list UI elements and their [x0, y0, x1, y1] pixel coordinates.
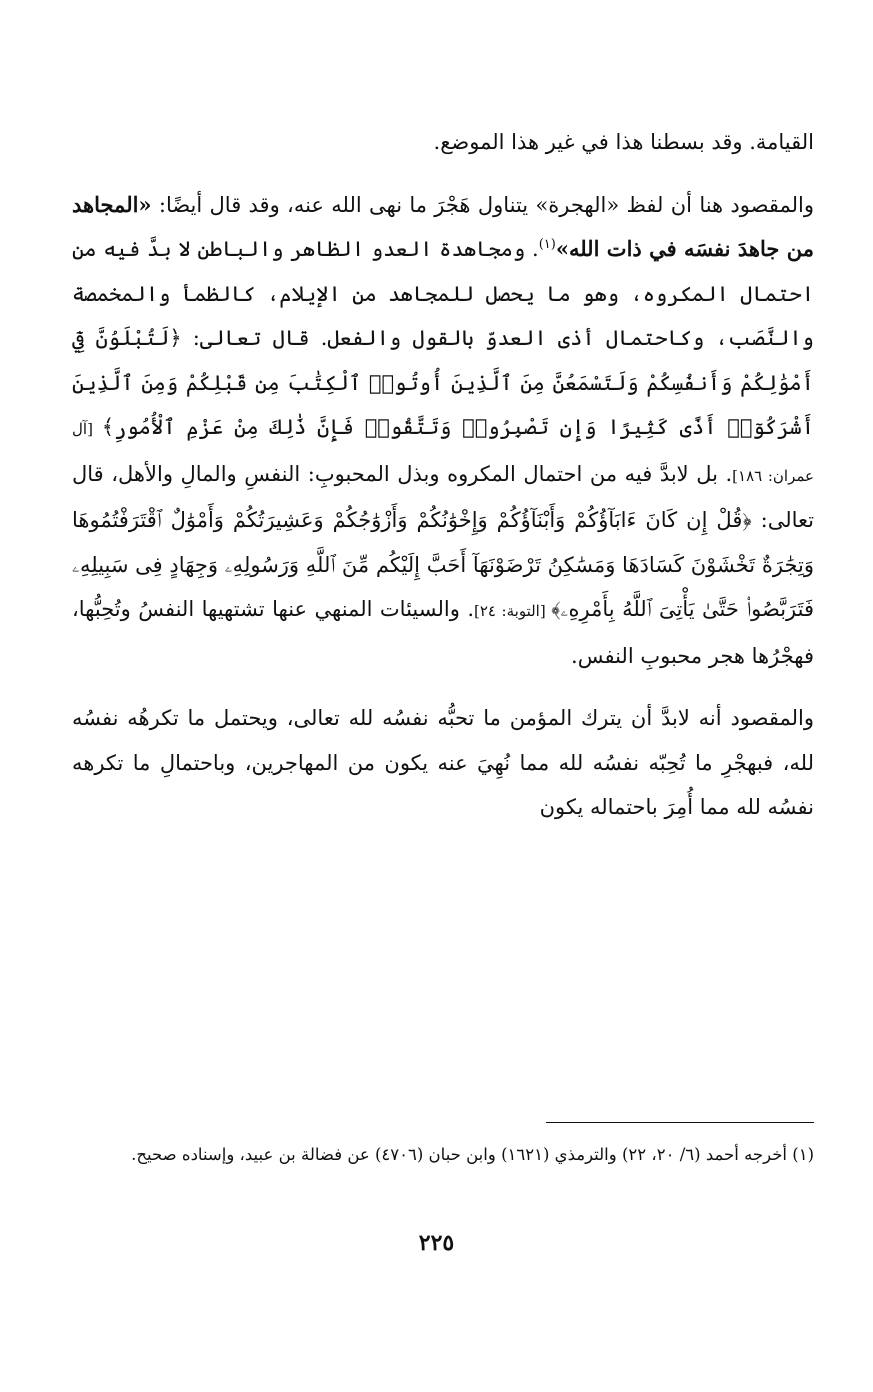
paragraph-1 — [72, 120, 814, 165]
paragraph-3 — [72, 696, 814, 830]
main-text — [72, 120, 814, 830]
paragraph-1-text: القيامة. وقد بسطنا هذا في غير هذا الموضع. — [433, 130, 814, 154]
quran-verse-al-imran: ﴿لَتُبْلَوُنَّ فِيٓ أَمْوَٰلِكُمْ وَأَنفُسِكُمْ وَلَتَسْمَعُنَّ مِنَ ٱلَّذِينَ أُوتُوا۟ ٱلْكِتَٰبَ مِن قَبْلِكُمْ وَمِنَ ٱلَّذِينَ أَشْرَكُوٓا۟ أَذًى كَثِيرًا وَإِن تَصْبِرُوا۟ وَتَتَّقُوا۟ فَإِنَّ ذَٰلِكَ مِنْ عَزْمِ ٱلْأُمُورِ﴾ — [72, 326, 814, 439]
footnote: (١) أخرجه أحمد (٦/ ٢٠، ٢٢) والترمذي (١٦٢١) وابن حبان (٤٧٠٦) عن فضالة بن عبيد، وإسناده صحيح. — [131, 1145, 814, 1164]
paragraph-2-body: . ومجاهدة العدو الظاهر والباطن لا بدَّ فيه من احتمال المكروه، وهو ما يحصل للمجاهد من الإيلام، كالظمأ والمخمصة والنَّصَب، وكاحتمال أذى العدوّ بالقول والفعل. قال تعالى: — [72, 237, 814, 350]
paragraph-3-text: والمقصود أنه لابدَّ أن يترك المؤمن ما تحبُّه نفسُه لله تعالى، ويحتمل ما تكرهُه نفسُه لله، فبهجْرِ ما تُحِبّه نفسُه لله مما نُهِيَ عنه يكون من المهاجرين، وباحتمالِ ما تكرهه نفسُه لله مما أُمِرَ باحتماله يكون — [72, 706, 814, 819]
footnote-marker: (١) — [538, 237, 556, 252]
verse-reference-al-imran: [آل عمران: ١٨٦] — [72, 420, 814, 485]
footnote-divider — [546, 1122, 814, 1123]
hadith-quote: «المجاهد من جاهدَ نفسَه في ذات الله» — [72, 191, 814, 261]
paragraph-2-end: . والسيئات المنهي عنها تشتهيها النفسُ وتُحِبُّها، فهجْرُها هجر محبوبِ النفس. — [72, 597, 814, 668]
paragraph-2-middle: . بل لابدَّ فيه من احتمال المكروه وبذل المحبوبِ: النفسِ والمالِ والأهل، قال تعالى: — [72, 461, 814, 532]
page-number: ٢٢٥ — [418, 1230, 455, 1256]
paragraph-2 — [72, 183, 814, 679]
quran-verse-at-tawba: ﴿قُلْ إِن كَانَ ءَابَآؤُكُمْ وَأَبْنَآؤُكُمْ وَإِخْوَٰنُكُمْ وَأَزْوَٰجُكُمْ وَعَشِيرَتُكُمْ وَأَمْوَٰلٌ ٱقْتَرَفْتُمُوهَا وَتِجَٰرَةٌ تَخْشَوْنَ كَسَادَهَا وَمَسَٰكِنُ تَرْضَوْنَهَآ أَحَبَّ إِلَيْكُم مِّنَ ٱللَّهِ وَرَسُولِهِۦ وَجِهَادٍ فِى سَبِيلِهِۦ فَتَرَبَّصُوا۟ حَتَّىٰ يَأْتِىَ ٱللَّهُ بِأَمْرِهِۦ﴾ — [72, 508, 814, 621]
paragraph-2-intro: والمقصود هنا أن لفظ «الهجرة» يتناول هَجْرَ ما نهى الله عنه، وقد قال أيضًا: — [151, 192, 814, 217]
verse-reference-at-tawba: [التوبة: ٢٤] — [474, 602, 552, 620]
